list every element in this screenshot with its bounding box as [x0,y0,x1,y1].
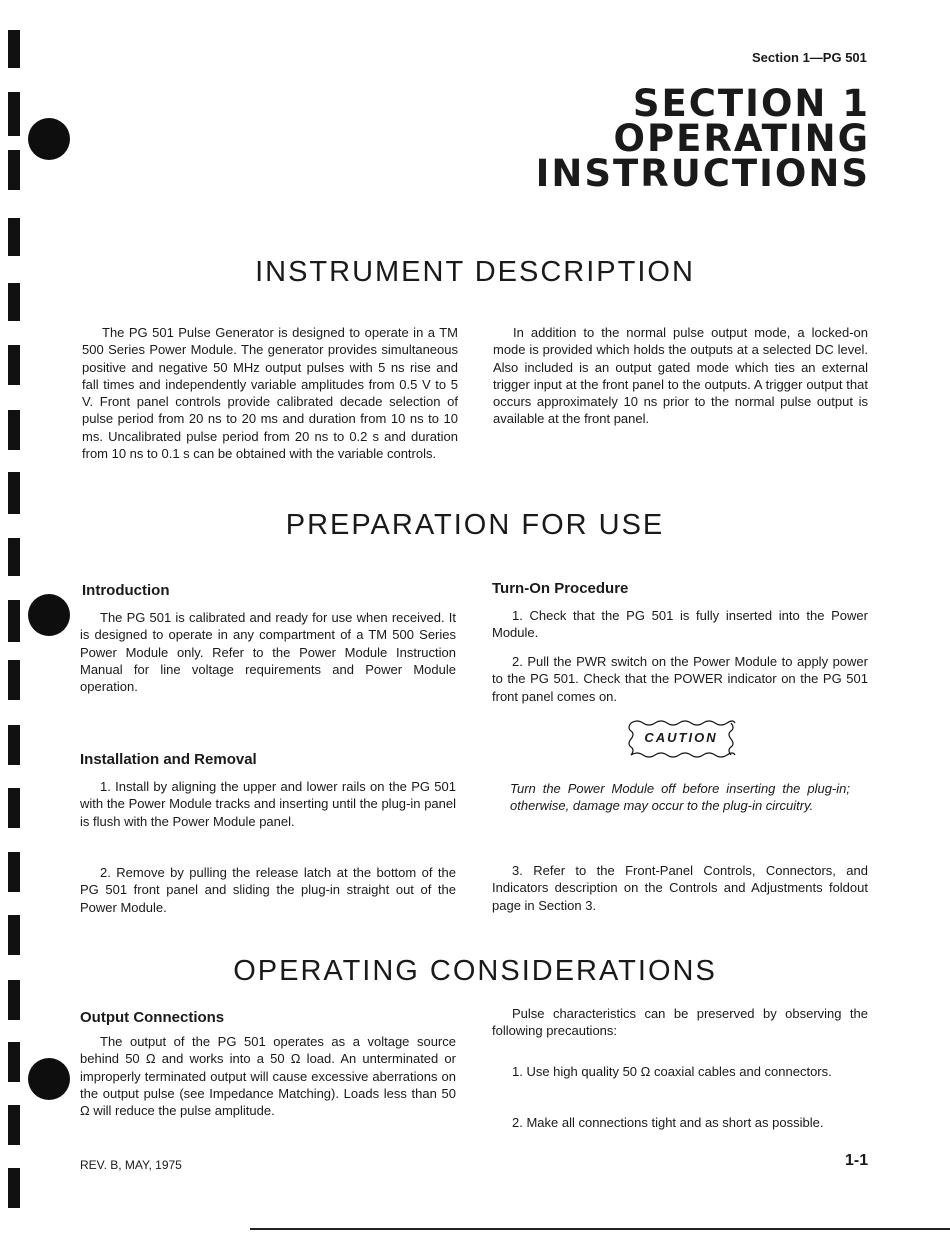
caution-label: CAUTION [644,730,718,745]
installation-step-2: 2. Remove by pulling the release latch at the bottom of the PG 501 front panel and sliding the plug-in straight out of the Power Module. [80,865,456,915]
caution-text: Turn the Power Module off before inserting the plug-in; otherwise, damage may occur to the plug-in circuitry. [510,781,850,814]
binding-mark [8,725,20,765]
binding-mark [8,852,20,892]
bottom-rule [250,1228,950,1230]
caution-box [625,720,737,758]
heading-operating-considerations: OPERATING CONSIDERATIONS [233,955,717,987]
binding-mark [8,1105,20,1145]
binding-mark [8,218,20,256]
installation-step-1: 1. Install by aligning the upper and lower rails on the PG 501 with the Power Module tracks and inserting until the plug-in panel is flush with the Power Module panel. [80,779,456,829]
turn-on-step-3: 3. Refer to the Front-Panel Controls, Connectors, and Indicators description on the Controls and Adjustments foldout page in Section 3. [492,863,868,913]
punch-hole [28,118,70,160]
precaution-2: 2. Make all connections tight and as short as possible. [512,1115,824,1130]
binding-mark [8,472,20,514]
binding-mark [8,92,20,136]
binding-mark [8,345,20,385]
section-title-line: OPERATING [613,117,870,160]
output-connections-paragraph: The output of the PG 501 operates as a voltage source behind 50 Ω and works into a 50 Ω load. An unterminated or improperly terminated output will cause excessive aberrations on the output pulse (see Impedance Matching). Loads less than 50 Ω will reduce the pulse amplitude. [80,1034,456,1119]
punch-hole [28,1058,70,1100]
section-title-line: INSTRUCTIONS [535,152,870,195]
heading-instrument-description: INSTRUMENT DESCRIPTION [255,256,695,288]
description-left-paragraph: The PG 501 Pulse Generator is designed to operate in a TM 500 Series Power Module. The generator provides simultaneous positive and negative 50 MHz output pulses with 5 ns rise and fall times and independently variable amplitudes from 0.5 V to 5 V. Front panel controls provide calibrated decade selection of pulse period from 20 ns to 20 ms and duration from 10 ns to 10 ms. Uncalibrated pulse period from 20 ns to 0.2 s and duration from 10 ns to 0.1 s can be obtained with the variable controls. [82,325,458,462]
binding-mark [8,1168,20,1208]
page-number: 1-1 [845,1152,869,1169]
description-right-paragraph: In addition to the normal pulse output mode, a locked-on mode is provided which holds the outputs at a selected DC level. Also included is an output gated mode which ties an external trigger input at the front panel to the outputs. A trigger output that occurs approximately 10 ns prior to the normal pulse output is available at the front panel. [493,325,868,427]
binding-mark [8,660,20,700]
binding-mark [8,1042,20,1082]
binding-mark [8,410,20,450]
binding-mark [8,30,20,68]
installation-heading: Installation and Removal [80,751,257,768]
binding-mark [8,788,20,828]
introduction-paragraph: The PG 501 is calibrated and ready for use when received. It is designed to operate in any compartment of a TM 500 Series Power Module only. Refer to the Power Module Instruction Manual for line voltage requirements and Power Module operation. [80,610,456,695]
revision-date: REV. B, MAY, 1975 [80,1158,182,1172]
heading-preparation-for-use: PREPARATION FOR USE [285,509,665,541]
precaution-1: 1. Use high quality 50 Ω coaxial cables and connectors. [512,1064,832,1079]
section-title-line: SECTION 1 [632,82,870,125]
punch-hole [28,594,70,636]
binding-mark [8,538,20,576]
turn-on-heading: Turn-On Procedure [492,580,629,597]
running-head: Section 1—PG 501 [752,50,867,65]
output-connections-heading: Output Connections [80,1009,225,1026]
introduction-heading: Introduction [82,582,170,599]
binding-mark [8,915,20,955]
turn-on-step-2: 2. Pull the PWR switch on the Power Module to apply power to the PG 501. Check that the POWER indicator on the PG 501 front panel comes on. [492,654,868,704]
section-title [535,82,870,195]
binding-mark [8,600,20,642]
binding-mark [8,150,20,190]
turn-on-step-1: 1. Check that the PG 501 is fully inserted into the Power Module. [492,608,868,641]
pulse-characteristics-paragraph: Pulse characteristics can be preserved by observing the following precautions: [492,1006,868,1039]
